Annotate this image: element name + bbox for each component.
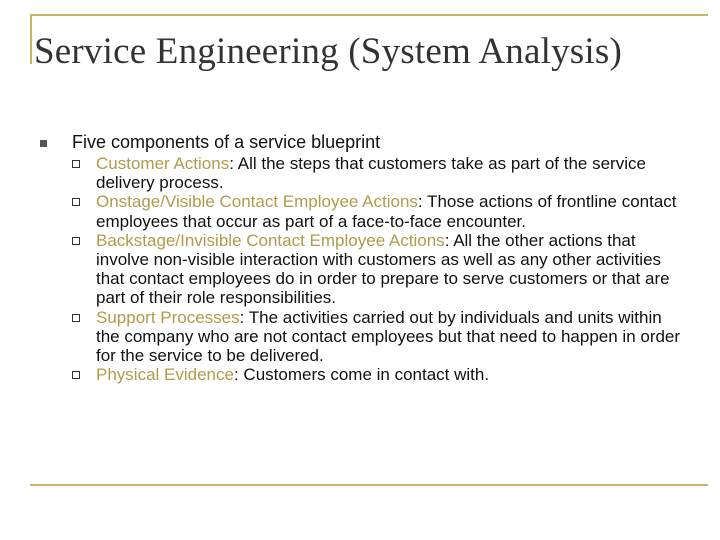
main-bullet: [0, 132, 720, 153]
item-term: Onstage/Visible Contact Employee Actions: [96, 192, 418, 212]
frame-top-line: [30, 14, 708, 16]
item-term: Customer Actions: [96, 154, 230, 173]
item-text: : Customers come in contact with.: [233, 365, 490, 385]
item-text: : Those actions of frontline contact employees that occur as part of a face-to-face encounter.: [96, 192, 677, 231]
checkbox-bullet-icon: [72, 160, 80, 168]
checkbox-bullet-icon: [72, 198, 80, 206]
main-bullet-text: Five components of a service blueprint: [72, 132, 381, 152]
item-text: : The activities carried out by individuals and units within the company who are not contact employees but that need to happen in order for the service to be delivered.: [96, 307, 681, 366]
checkbox-bullet-icon: [72, 314, 80, 322]
component-list: [0, 154, 720, 384]
list-item: [0, 308, 720, 366]
item-term: Support Processes: [96, 307, 240, 327]
frame-bottom-line: [30, 484, 708, 486]
item-term: Backstage/Invisible Contact Employee Actions: [96, 230, 445, 250]
slide-title: Service Engineering (System Analysis): [34, 31, 622, 72]
list-item: [0, 231, 720, 308]
item-text: : All the steps that customers take as part of the service delivery process.: [96, 154, 646, 193]
square-bullet-icon: [40, 140, 47, 147]
frame-left-line: [30, 14, 32, 64]
item-text: : All the other actions that involve non-visible interaction with customers as well as any other activities that contact employees do in order to prepare to serve customers or that are part of their role responsibilities.: [96, 230, 670, 308]
list-item: [0, 154, 720, 192]
slide-content: [0, 132, 720, 384]
list-item: [0, 365, 720, 384]
checkbox-bullet-icon: [72, 371, 80, 379]
item-term: Physical Evidence: [96, 365, 234, 385]
checkbox-bullet-icon: [72, 237, 80, 245]
list-item: [0, 192, 720, 230]
